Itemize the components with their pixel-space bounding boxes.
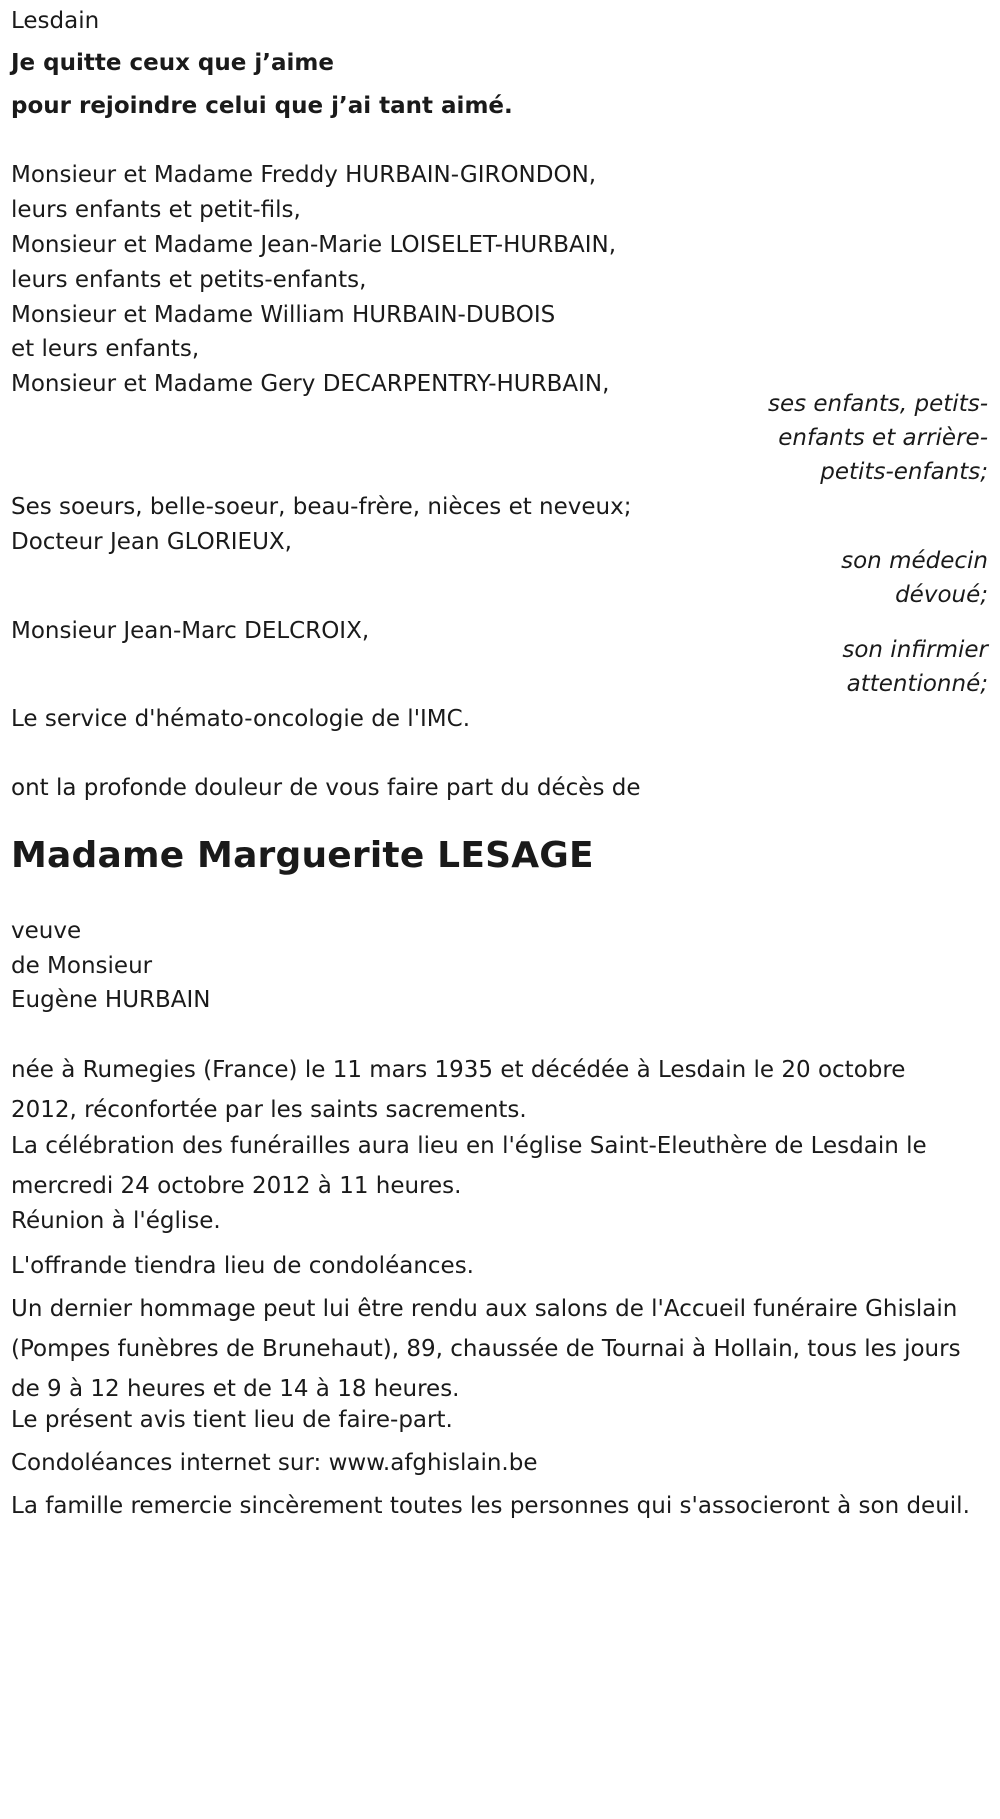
birth-death-paragraph: née à Rumegies (France) le 11 mars 1935 et décédée à Lesdain le 20 octobre 2012, réconfortée par les saints sacrements. <box>11 1057 906 1123</box>
nurse-role-line: son infirmier <box>842 637 988 663</box>
thanks-paragraph: La famille remercie sincèrement toutes les personnes qui s'associeront à son deuil. <box>11 1493 970 1519</box>
family-role-line: ses enfants, petits- <box>767 391 988 417</box>
tribute-paragraph: Un dernier hommage peut lui être rendu aux salons de l'Accueil funéraire Ghislain (Pompes funèbres de Brunehaut), 89, chaussée de Tournai à Hollain, tous les jours de 9 à 12 heures et de 14 à 18 heures. <box>11 1296 961 1402</box>
notice-paragraph: Le présent avis tient lieu de faire-part. <box>11 1407 453 1433</box>
announcement-line: ont la profonde douleur de vous faire part du décès de <box>11 775 641 801</box>
meeting-paragraph: Réunion à l'église. <box>11 1208 221 1234</box>
condolences-paragraph: Condoléances internet sur: www.afghislain.be <box>11 1450 538 1476</box>
widow-line: de Monsieur <box>11 953 153 979</box>
family-line: Monsieur et Madame Jean-Marie LOISELET-HURBAIN, <box>11 232 617 258</box>
nurse-line: Monsieur Jean-Marc DELCROIX, <box>11 618 370 644</box>
siblings-line: Ses soeurs, belle-soeur, beau-frère, nièces et neveux; <box>11 494 632 520</box>
doctor-line: Docteur Jean GLORIEUX, <box>11 529 292 555</box>
family-line: leurs enfants et petits-enfants, <box>11 267 367 293</box>
doctor-role-line: dévoué; <box>895 582 988 608</box>
service-line: Le service d'hémato-oncologie de l'IMC. <box>11 706 471 732</box>
family-role-line: enfants et arrière- <box>778 425 988 451</box>
family-line: Monsieur et Madame Gery DECARPENTRY-HURBAIN, <box>11 371 610 397</box>
deceased-name: Madame Marguerite LESAGE <box>11 835 594 876</box>
location-label: Lesdain <box>11 8 100 34</box>
widow-line: Eugène HURBAIN <box>11 987 211 1013</box>
nurse-role-line: attentionné; <box>846 671 988 697</box>
family-line: et leurs enfants, <box>11 336 200 362</box>
family-line: Monsieur et Madame William HURBAIN-DUBOIS <box>11 302 556 328</box>
family-role-line: petits-enfants; <box>820 459 988 485</box>
offering-paragraph: L'offrande tiendra lieu de condoléances. <box>11 1253 474 1279</box>
doctor-role-line: son médecin <box>841 548 988 574</box>
quote-line-2: pour rejoindre celui que j’ai tant aimé. <box>11 93 513 119</box>
family-line: leurs enfants et petit-fils, <box>11 197 301 223</box>
ceremony-paragraph: La célébration des funérailles aura lieu en l'église Saint-Eleuthère de Lesdain le mercredi 24 octobre 2012 à 11 heures. <box>11 1133 927 1199</box>
family-line: Monsieur et Madame Freddy HURBAIN-GIRONDON, <box>11 162 597 188</box>
quote-line-1: Je quitte ceux que j’aime <box>11 50 334 76</box>
widow-line: veuve <box>11 918 82 944</box>
